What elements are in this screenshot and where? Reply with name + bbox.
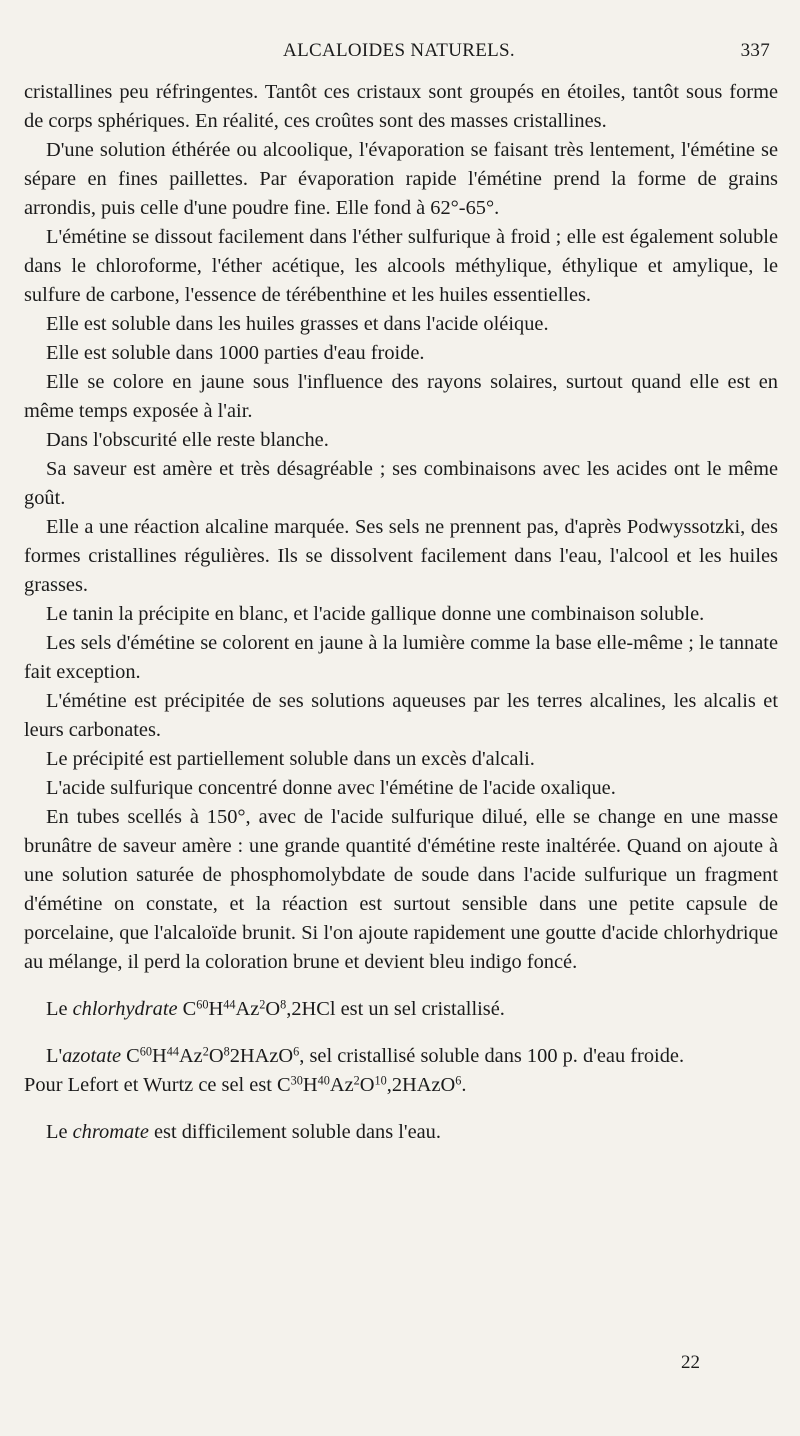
paragraph: Dans l'obscurité elle reste blanche.	[46, 429, 329, 451]
page-number: 337	[740, 40, 770, 61]
paragraph: Elle est soluble dans 1000 parties d'eau froide.	[46, 342, 425, 364]
salt-name: chlorhydrate	[72, 998, 178, 1020]
page-header	[28, 40, 770, 70]
running-title: ALCALOIDES NATURELS.	[283, 40, 515, 61]
salt-chlorhydrate: Le chlorhydrate $C^{60}H^{44}Az^2O^8,2HCl$ est un sel cristallisé.	[46, 997, 505, 1020]
paragraph: Le tanin la précipite en blanc, et l'acide gallique donne une combinaison soluble.	[46, 603, 705, 625]
paragraph: En tubes scellés à 150°, avec de l'acide sulfurique dilué, elle se change en une masse brunâtre de saveur amère : une grande quantité d'émétine reste inaltérée. Quand on ajoute à une solution saturée de phosphomolybdate de soude dans l'acide sulfurique un fragment d'émétine on constate, et la réaction est surtout sensible dans une petite capsule de porcelaine, que l'alcaloïde brunit. Si l'on ajoute rapidement une goutte d'acide chlorhydrique au mélange, il perd la coloration brune et devient bleu indigo foncé.	[24, 806, 778, 973]
salt-name: azotate	[62, 1045, 122, 1067]
paragraph: Elle est soluble dans les huiles grasses et dans l'acide oléique.	[46, 313, 549, 335]
paragraph: D'une solution éthérée ou alcoolique, l'évaporation se faisant très lentement, l'émétine se sépare en fines paillettes. Par évaporation rapide l'émétine prend la forme de grains arrondis, puis celle d'une poudre fine. Elle fond à 62°-65°.	[24, 139, 778, 219]
paragraph: L'acide sulfurique concentré donne avec l'émétine de l'acide oxalique.	[46, 777, 616, 799]
paragraph: Les sels d'émétine se colorent en jaune à la lumière comme la base elle-même ; le tannate fait exception.	[24, 632, 778, 683]
signature-mark: 22	[681, 1352, 700, 1373]
salt-azotate: L'azotate $C^{60}H^{44}Az^2O^82HAzO^6$, sel cristallisé soluble dans 100 p. d'eau froide. Pour Lefort et Wurtz ce sel est $C^{30}H^{40}Az^2O^{10},2HAzO^6$.	[24, 1044, 685, 1096]
salt-name: chromate	[72, 1121, 149, 1143]
paragraph: Sa saveur est amère et très désagréable ; ses combinaisons avec les acides ont le même goût.	[24, 458, 778, 509]
paragraph: L'émétine se dissout facilement dans l'éther sulfurique à froid ; elle est également soluble dans le chloroforme, l'éther acétique, les alcools méthylique, éthylique et amylique, le sulfure de carbone, l'essence de térébenthine et les huiles essentielles.	[24, 226, 778, 306]
paragraph: Elle a une réaction alcaline marquée. Ses sels ne prennent pas, d'après Podwyssotzki, des formes cristallines régulières. Ils se dissolvent facilement dans l'eau, l'alcool et les huiles grasses.	[24, 516, 778, 596]
salt-chromate: Le chromate est difficilement soluble dans l'eau.	[46, 1121, 441, 1143]
paragraph: Elle se colore en jaune sous l'influence des rayons solaires, surtout quand elle est en même temps exposée à l'air.	[24, 371, 778, 422]
paragraph: Le précipité est partiellement soluble dans un excès d'alcali.	[46, 748, 535, 770]
paragraph: cristallines peu réfringentes. Tantôt ces cristaux sont groupés en étoiles, tantôt sous forme de corps sphériques. En réalité, ces croûtes sont des masses cristallines.	[24, 81, 778, 132]
paragraph: L'émétine est précipitée de ses solutions aqueuses par les terres alcalines, les alcalis et leurs carbonates.	[24, 690, 778, 741]
page-body	[24, 78, 778, 1147]
